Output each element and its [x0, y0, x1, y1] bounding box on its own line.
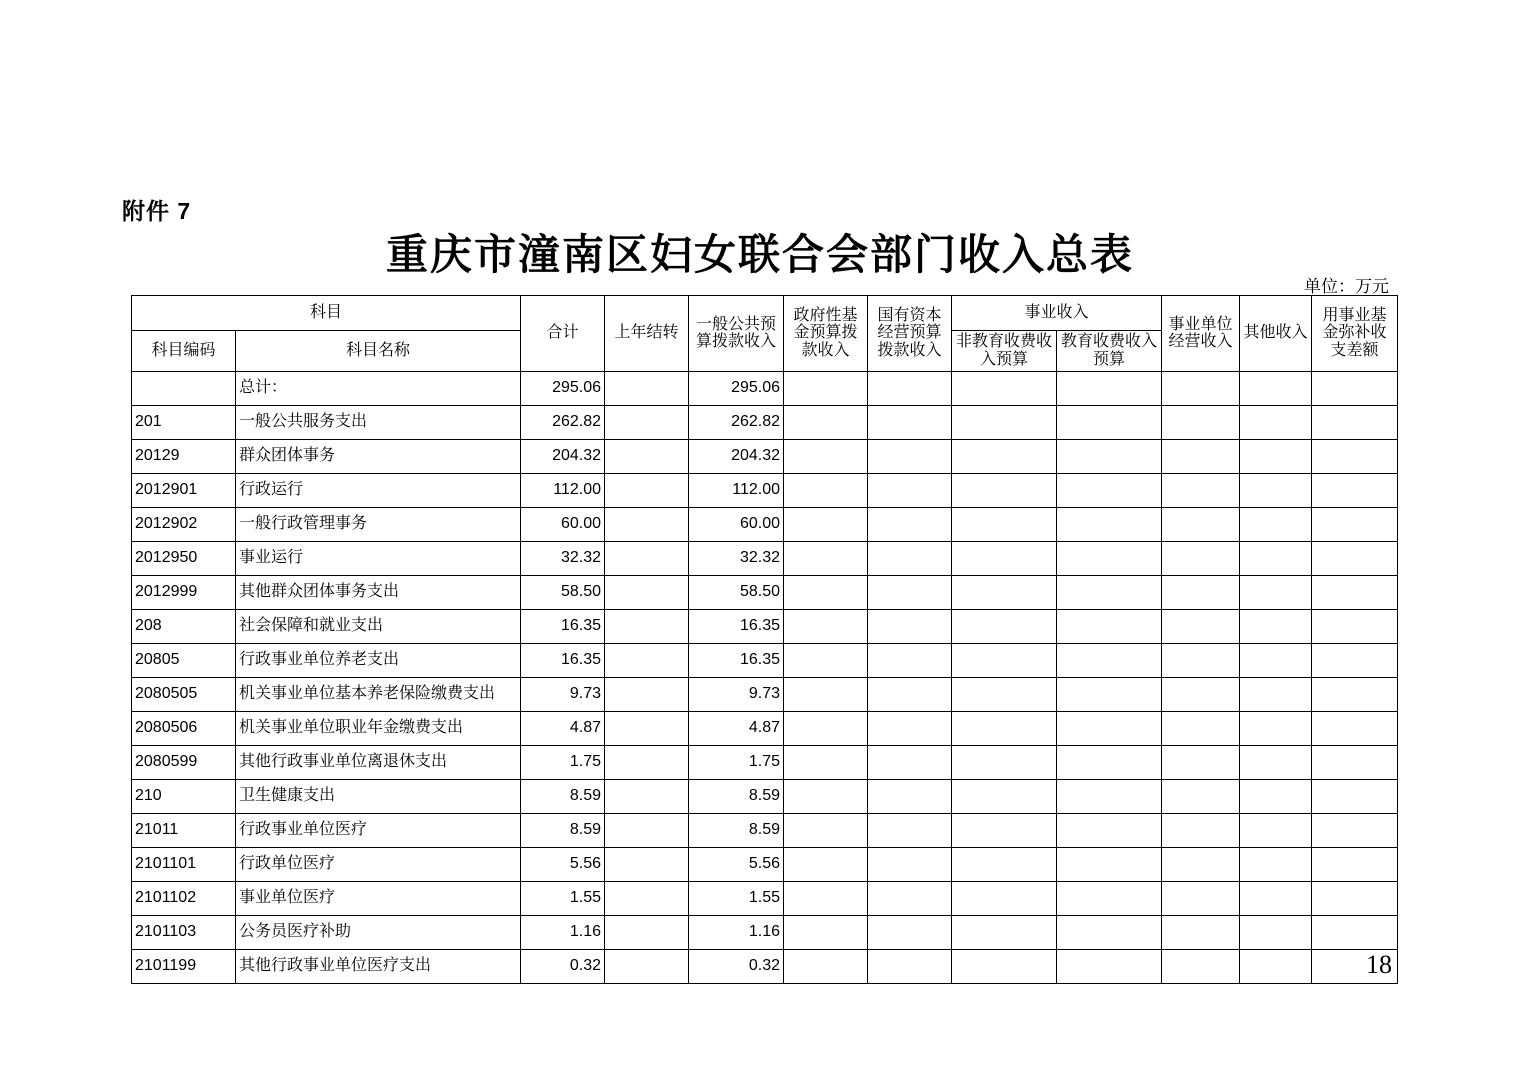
table-row	[132, 371, 1398, 405]
cell-general-budget: 8.59	[689, 779, 784, 813]
cell-total: 1.75	[521, 745, 605, 779]
cell-gov-fund	[784, 779, 868, 813]
cell-general-budget: 58.50	[689, 575, 784, 609]
cell-fund-offset	[1312, 779, 1398, 813]
cell-edu-fee	[1057, 507, 1162, 541]
table-row	[132, 745, 1398, 779]
cell-name: 卫生健康支出	[236, 779, 521, 813]
cell-total: 112.00	[521, 473, 605, 507]
cell-operating	[1162, 507, 1240, 541]
cell-other-income	[1240, 405, 1312, 439]
page-title: 重庆市潼南区妇女联合会部门收入总表	[385, 233, 1134, 279]
cell-name: 行政单位医疗	[236, 847, 521, 881]
cell-operating	[1162, 643, 1240, 677]
cell-general-budget: 295.06	[689, 371, 784, 405]
cell-operating	[1162, 915, 1240, 949]
cell-operating	[1162, 405, 1240, 439]
table-row	[132, 915, 1398, 949]
cell-edu-fee	[1057, 847, 1162, 881]
header-gov-fund: 政府性基金预算拨款收入	[784, 296, 868, 372]
cell-other-income	[1240, 473, 1312, 507]
table-row	[132, 507, 1398, 541]
cell-gov-fund	[784, 915, 868, 949]
cell-operating	[1162, 609, 1240, 643]
cell-non-edu-fee	[952, 949, 1057, 983]
cell-gov-fund	[784, 575, 868, 609]
header-total: 合计	[521, 296, 605, 372]
cell-operating	[1162, 847, 1240, 881]
cell-state-capital	[868, 881, 952, 915]
cell-edu-fee	[1057, 677, 1162, 711]
cell-general-budget: 16.35	[689, 609, 784, 643]
cell-other-income	[1240, 949, 1312, 983]
cell-non-edu-fee	[952, 847, 1057, 881]
cell-code	[132, 371, 236, 405]
cell-edu-fee	[1057, 813, 1162, 847]
table-row	[132, 813, 1398, 847]
cell-gov-fund	[784, 881, 868, 915]
cell-total: 204.32	[521, 439, 605, 473]
cell-operating	[1162, 541, 1240, 575]
cell-non-edu-fee	[952, 473, 1057, 507]
cell-gov-fund	[784, 507, 868, 541]
cell-fund-offset	[1312, 847, 1398, 881]
table-row	[132, 473, 1398, 507]
table-row	[132, 881, 1398, 915]
cell-non-edu-fee	[952, 745, 1057, 779]
header-name: 科目名称	[236, 331, 521, 372]
cell-gov-fund	[784, 847, 868, 881]
cell-non-edu-fee	[952, 609, 1057, 643]
cell-operating	[1162, 677, 1240, 711]
cell-gov-fund	[784, 643, 868, 677]
cell-code: 2080506	[132, 711, 236, 745]
cell-gov-fund	[784, 949, 868, 983]
cell-total: 8.59	[521, 813, 605, 847]
cell-non-edu-fee	[952, 405, 1057, 439]
cell-name: 行政事业单位医疗	[236, 813, 521, 847]
cell-carryover	[605, 779, 689, 813]
cell-carryover	[605, 575, 689, 609]
cell-general-budget: 204.32	[689, 439, 784, 473]
unit-note: 单位：万元	[1304, 277, 1389, 296]
cell-name: 总计：	[236, 371, 521, 405]
table-row	[132, 949, 1398, 983]
cell-non-edu-fee	[952, 643, 1057, 677]
cell-non-edu-fee	[952, 507, 1057, 541]
header-institution-operating: 事业单位经营收入	[1162, 296, 1240, 372]
attachment-label: 附件 7	[122, 198, 192, 224]
cell-general-budget: 60.00	[689, 507, 784, 541]
cell-edu-fee	[1057, 371, 1162, 405]
cell-edu-fee	[1057, 881, 1162, 915]
header-edu-fee: 教育收费收入预算	[1057, 331, 1162, 372]
cell-other-income	[1240, 847, 1312, 881]
header-other-income: 其他收入	[1240, 296, 1312, 372]
cell-non-edu-fee	[952, 813, 1057, 847]
cell-state-capital	[868, 507, 952, 541]
cell-carryover	[605, 371, 689, 405]
cell-code: 20805	[132, 643, 236, 677]
cell-code: 2012901	[132, 473, 236, 507]
cell-other-income	[1240, 575, 1312, 609]
header-non-edu-fee: 非教育收费收入预算	[952, 331, 1057, 372]
table-row	[132, 609, 1398, 643]
cell-total: 32.32	[521, 541, 605, 575]
cell-other-income	[1240, 745, 1312, 779]
cell-name: 一般行政管理事务	[236, 507, 521, 541]
cell-total: 4.87	[521, 711, 605, 745]
table-row	[132, 643, 1398, 677]
cell-name: 机关事业单位职业年金缴费支出	[236, 711, 521, 745]
cell-non-edu-fee	[952, 915, 1057, 949]
cell-code: 2012950	[132, 541, 236, 575]
cell-general-budget: 16.35	[689, 643, 784, 677]
cell-carryover	[605, 745, 689, 779]
cell-operating	[1162, 745, 1240, 779]
cell-edu-fee	[1057, 473, 1162, 507]
cell-general-budget: 8.59	[689, 813, 784, 847]
cell-code: 210	[132, 779, 236, 813]
cell-gov-fund	[784, 439, 868, 473]
cell-operating	[1162, 711, 1240, 745]
cell-total: 295.06	[521, 371, 605, 405]
cell-operating	[1162, 779, 1240, 813]
cell-general-budget: 0.32	[689, 949, 784, 983]
cell-code: 2101103	[132, 915, 236, 949]
cell-code: 20129	[132, 439, 236, 473]
cell-total: 1.55	[521, 881, 605, 915]
cell-total: 16.35	[521, 643, 605, 677]
cell-name: 社会保障和就业支出	[236, 609, 521, 643]
cell-name: 公务员医疗补助	[236, 915, 521, 949]
table-row	[132, 439, 1398, 473]
cell-state-capital	[868, 643, 952, 677]
cell-fund-offset	[1312, 745, 1398, 779]
cell-name: 机关事业单位基本养老保险缴费支出	[236, 677, 521, 711]
cell-total: 9.73	[521, 677, 605, 711]
cell-total: 16.35	[521, 609, 605, 643]
cell-code: 201	[132, 405, 236, 439]
cell-state-capital	[868, 473, 952, 507]
cell-non-edu-fee	[952, 439, 1057, 473]
cell-general-budget: 112.00	[689, 473, 784, 507]
cell-edu-fee	[1057, 643, 1162, 677]
cell-carryover	[605, 881, 689, 915]
cell-fund-offset	[1312, 711, 1398, 745]
cell-general-budget: 9.73	[689, 677, 784, 711]
cell-operating	[1162, 949, 1240, 983]
cell-name: 行政运行	[236, 473, 521, 507]
cell-other-income	[1240, 643, 1312, 677]
cell-fund-offset	[1312, 575, 1398, 609]
cell-gov-fund	[784, 541, 868, 575]
cell-gov-fund	[784, 473, 868, 507]
cell-non-edu-fee	[952, 541, 1057, 575]
table-row	[132, 847, 1398, 881]
cell-fund-offset	[1312, 609, 1398, 643]
cell-edu-fee	[1057, 915, 1162, 949]
cell-other-income	[1240, 677, 1312, 711]
header-fund-offset: 用事业基金弥补收支差额	[1312, 296, 1398, 372]
cell-gov-fund	[784, 711, 868, 745]
cell-state-capital	[868, 541, 952, 575]
cell-carryover	[605, 507, 689, 541]
header-code: 科目编码	[132, 331, 236, 372]
cell-carryover	[605, 473, 689, 507]
cell-carryover	[605, 949, 689, 983]
cell-fund-offset	[1312, 677, 1398, 711]
cell-state-capital	[868, 847, 952, 881]
cell-code: 2012999	[132, 575, 236, 609]
cell-general-budget: 262.82	[689, 405, 784, 439]
cell-non-edu-fee	[952, 711, 1057, 745]
cell-state-capital	[868, 405, 952, 439]
cell-other-income	[1240, 371, 1312, 405]
header-subject-group: 科目	[132, 296, 521, 331]
cell-edu-fee	[1057, 439, 1162, 473]
cell-edu-fee	[1057, 575, 1162, 609]
cell-name: 事业单位医疗	[236, 881, 521, 915]
cell-code: 2080599	[132, 745, 236, 779]
cell-code: 2101101	[132, 847, 236, 881]
cell-operating	[1162, 473, 1240, 507]
cell-non-edu-fee	[952, 371, 1057, 405]
cell-gov-fund	[784, 813, 868, 847]
cell-state-capital	[868, 813, 952, 847]
cell-gov-fund	[784, 405, 868, 439]
cell-other-income	[1240, 541, 1312, 575]
cell-carryover	[605, 439, 689, 473]
cell-edu-fee	[1057, 779, 1162, 813]
cell-total: 8.59	[521, 779, 605, 813]
cell-edu-fee	[1057, 609, 1162, 643]
cell-other-income	[1240, 779, 1312, 813]
cell-non-edu-fee	[952, 779, 1057, 813]
table-row	[132, 779, 1398, 813]
cell-state-capital	[868, 439, 952, 473]
cell-state-capital	[868, 949, 952, 983]
cell-other-income	[1240, 881, 1312, 915]
cell-code: 2101199	[132, 949, 236, 983]
cell-fund-offset	[1312, 507, 1398, 541]
cell-state-capital	[868, 575, 952, 609]
cell-general-budget: 4.87	[689, 711, 784, 745]
cell-code: 2080505	[132, 677, 236, 711]
cell-fund-offset	[1312, 881, 1398, 915]
cell-fund-offset	[1312, 371, 1398, 405]
cell-name: 其他行政事业单位离退休支出	[236, 745, 521, 779]
cell-general-budget: 32.32	[689, 541, 784, 575]
cell-operating	[1162, 881, 1240, 915]
income-summary-table	[131, 295, 1398, 984]
cell-operating	[1162, 439, 1240, 473]
cell-state-capital	[868, 371, 952, 405]
cell-gov-fund	[784, 371, 868, 405]
header-institution-income-group: 事业收入	[952, 296, 1162, 331]
table-row	[132, 677, 1398, 711]
cell-general-budget: 1.55	[689, 881, 784, 915]
cell-fund-offset	[1312, 813, 1398, 847]
cell-name: 事业运行	[236, 541, 521, 575]
cell-fund-offset	[1312, 915, 1398, 949]
table-row	[132, 405, 1398, 439]
cell-state-capital	[868, 915, 952, 949]
cell-state-capital	[868, 677, 952, 711]
cell-carryover	[605, 847, 689, 881]
cell-carryover	[605, 541, 689, 575]
cell-carryover	[605, 677, 689, 711]
cell-total: 58.50	[521, 575, 605, 609]
cell-gov-fund	[784, 677, 868, 711]
cell-state-capital	[868, 609, 952, 643]
cell-edu-fee	[1057, 405, 1162, 439]
cell-code: 2101102	[132, 881, 236, 915]
cell-fund-offset	[1312, 541, 1398, 575]
cell-name: 其他行政事业单位医疗支出	[236, 949, 521, 983]
cell-carryover	[605, 711, 689, 745]
cell-code: 2012902	[132, 507, 236, 541]
cell-gov-fund	[784, 609, 868, 643]
header-general-budget: 一般公共预算拨款收入	[689, 296, 784, 372]
cell-edu-fee	[1057, 745, 1162, 779]
cell-state-capital	[868, 779, 952, 813]
cell-operating	[1162, 371, 1240, 405]
cell-non-edu-fee	[952, 677, 1057, 711]
cell-total: 262.82	[521, 405, 605, 439]
cell-edu-fee	[1057, 711, 1162, 745]
cell-edu-fee	[1057, 949, 1162, 983]
cell-fund-offset	[1312, 405, 1398, 439]
table-row	[132, 541, 1398, 575]
cell-state-capital	[868, 745, 952, 779]
cell-total: 0.32	[521, 949, 605, 983]
table-row	[132, 575, 1398, 609]
cell-code: 21011	[132, 813, 236, 847]
cell-general-budget: 1.75	[689, 745, 784, 779]
header-carryover: 上年结转	[605, 296, 689, 372]
table-row	[132, 711, 1398, 745]
cell-fund-offset	[1312, 643, 1398, 677]
cell-general-budget: 1.16	[689, 915, 784, 949]
cell-name: 一般公共服务支出	[236, 405, 521, 439]
cell-other-income	[1240, 813, 1312, 847]
cell-name: 行政事业单位养老支出	[236, 643, 521, 677]
cell-operating	[1162, 575, 1240, 609]
header-state-capital: 国有资本经营预算拨款收入	[868, 296, 952, 372]
cell-carryover	[605, 915, 689, 949]
cell-carryover	[605, 405, 689, 439]
cell-non-edu-fee	[952, 881, 1057, 915]
cell-carryover	[605, 609, 689, 643]
page-number: 18	[1366, 950, 1392, 979]
cell-other-income	[1240, 507, 1312, 541]
cell-edu-fee	[1057, 541, 1162, 575]
cell-general-budget: 5.56	[689, 847, 784, 881]
cell-total: 5.56	[521, 847, 605, 881]
cell-other-income	[1240, 439, 1312, 473]
cell-carryover	[605, 643, 689, 677]
cell-fund-offset	[1312, 439, 1398, 473]
cell-other-income	[1240, 609, 1312, 643]
cell-name: 其他群众团体事务支出	[236, 575, 521, 609]
cell-code: 208	[132, 609, 236, 643]
cell-fund-offset	[1312, 473, 1398, 507]
cell-name: 群众团体事务	[236, 439, 521, 473]
cell-gov-fund	[784, 745, 868, 779]
cell-carryover	[605, 813, 689, 847]
cell-total: 60.00	[521, 507, 605, 541]
cell-other-income	[1240, 711, 1312, 745]
cell-state-capital	[868, 711, 952, 745]
cell-operating	[1162, 813, 1240, 847]
cell-total: 1.16	[521, 915, 605, 949]
cell-other-income	[1240, 915, 1312, 949]
cell-non-edu-fee	[952, 575, 1057, 609]
